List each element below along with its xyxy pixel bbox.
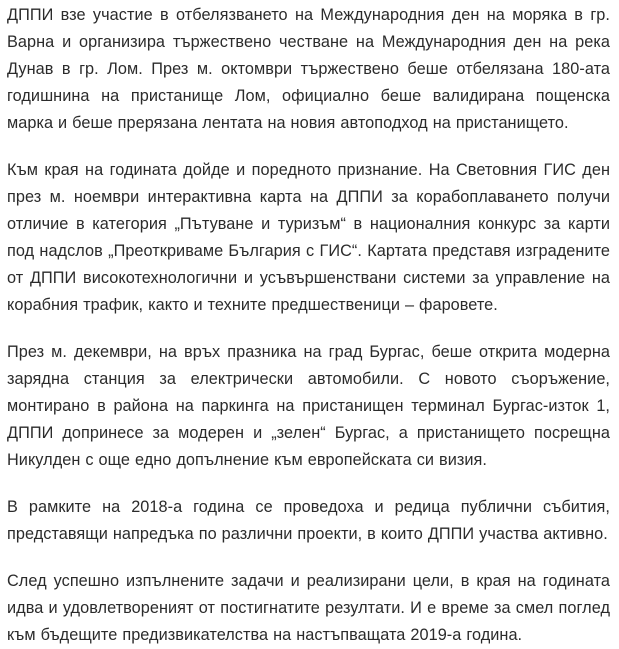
paragraph-conclusion: След успешно изпълнените задачи и реализирани цели, в края на годината идва и удовлетвореният от постигнатите резултати. И е време за смел поглед към бъдещите предизвикателства на настъпващата 2019-а година. <box>7 572 610 644</box>
paragraph-burgas-charging-station: През м. декември, на връх празника на град Бургас, беше открита модерна зарядна станция за електрически автомобили. С новото съоръжение, монтирано в района на паркинга на пристанищен терминал Бургас-изток 1, ДППИ допринесе за модерен и „зелен“ Бургас, а пристанището посрещна Никулден с още едно допълнение към европейската си визия. <box>7 343 610 469</box>
paragraph-public-events: В рамките на 2018-а година се проведоха и редица публични събития, представящи напредъка по различни проекти, в които ДППИ участва активно. <box>7 498 610 543</box>
paragraph-events-varna-lom: ДППИ взе участие в отбелязването на Международния ден на моряка в гр. Варна и организира тържествено честване на Международния ден на река Дунав в гр. Лом. През м. октомври тържествено беше отбелязана 180-ата годишнина на пристанище Лом, официално беше валидирана пощенска марка и беше прерязана лентата на новия автоподход на пристанището. <box>7 6 610 132</box>
paragraph-gis-award: Към края на годината дойде и поредното признание. На Световния ГИС ден през м. ноември интерактивна карта на ДППИ за корабоплаването получи отличие в категория „Пътуване и туризъм“ в националния конкурс за карти под надслов „Преоткриваме България с ГИС“. Картата представя изградените от ДППИ високотехнологични и усъвършенствани системи за управление на корабния трафик, както и техните предшественици – фаровете. <box>7 161 610 314</box>
